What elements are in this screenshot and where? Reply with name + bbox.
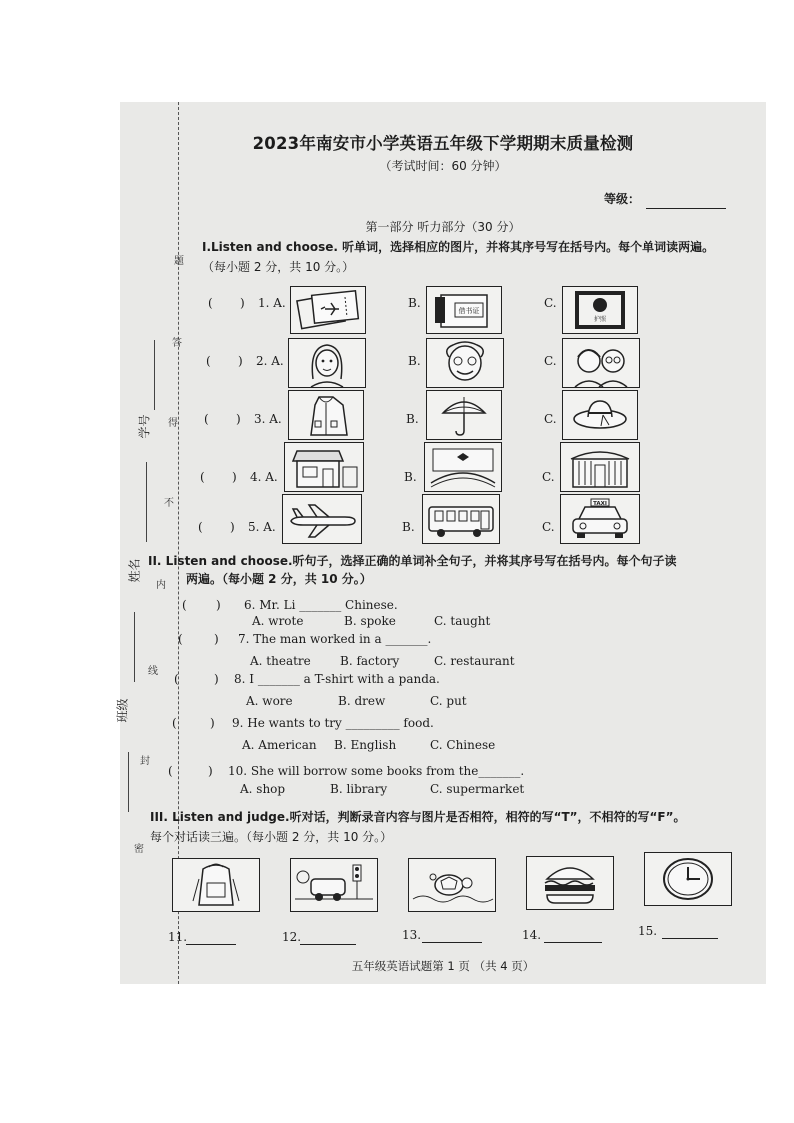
section3-heading: III. Listen and judge.听对话，判断录音内容与图片是否相符，相符的写“T”，不相符的写“F”。 <box>150 810 686 824</box>
answer-blank[interactable] <box>422 942 482 943</box>
exam-paper <box>115 102 766 984</box>
bridge-icon <box>424 442 502 492</box>
option-a: A. wrote <box>252 614 304 628</box>
option-a: A. wore <box>246 694 293 708</box>
option-c: C. taught <box>434 614 491 628</box>
answer-paren[interactable]: ( <box>168 764 173 778</box>
option-b-label: B. <box>404 470 417 484</box>
option-b-label: B. <box>402 520 415 534</box>
exam-time: （考试时间：60 分钟） <box>379 159 507 173</box>
answer-paren[interactable]: ( <box>204 412 209 426</box>
answer-label: 14. <box>522 928 542 942</box>
passport-icon <box>562 286 638 334</box>
answer-paren[interactable]: ( <box>172 716 177 730</box>
answer-paren[interactable]: ) <box>214 632 219 646</box>
answer-paren[interactable]: ( <box>178 632 183 646</box>
section1-heading-2: （每小题 2 分，共 10 分。） <box>202 260 355 274</box>
margin-char: 封 <box>140 756 150 767</box>
option-c-label: C. <box>544 296 557 310</box>
name-label: 姓名 <box>127 558 142 583</box>
option-a: A. American <box>242 738 317 752</box>
question-text: 8. I _______ a T-shirt with a panda. <box>234 672 440 686</box>
section3-heading-2: 每个对话读三遍。（每小题 2 分，共 10 分。） <box>150 830 393 844</box>
question-text: 7. The man worked in a _______. <box>238 632 432 646</box>
margin-char: 线 <box>148 666 158 677</box>
answer-blank[interactable] <box>662 938 718 939</box>
option-b: B. spoke <box>344 614 396 628</box>
option-b-label: B. <box>406 412 419 426</box>
margin-char: 密 <box>134 844 144 855</box>
class-label: 班级 <box>115 698 130 723</box>
question-num: 3. A. <box>254 412 282 426</box>
answer-paren[interactable]: ) <box>230 520 235 534</box>
bus-icon <box>422 494 500 544</box>
option-b: B. factory <box>340 654 400 668</box>
answer-paren[interactable]: ) <box>232 470 237 484</box>
option-b: B. drew <box>338 694 386 708</box>
class-line <box>134 612 135 682</box>
answer-paren[interactable]: ( <box>198 520 203 534</box>
airplane-icon <box>282 494 362 544</box>
name-line <box>146 462 147 542</box>
grandpa-icon <box>426 338 504 388</box>
question-text: 9. He wants to try _________ food. <box>232 716 434 730</box>
answer-paren[interactable]: ) <box>208 764 213 778</box>
question-num: 2. A. <box>256 354 284 368</box>
answer-blank[interactable] <box>300 944 356 945</box>
margin-char: 题 <box>174 256 184 267</box>
grandparents-icon <box>562 338 640 388</box>
answer-label: 12. <box>282 930 302 944</box>
sun-hat-icon <box>562 390 638 440</box>
question-num: 1. A. <box>258 296 286 310</box>
option-c: C. supermarket <box>430 782 525 796</box>
raincoat-icon <box>288 390 364 440</box>
traffic-icon <box>290 858 378 912</box>
answer-blank[interactable] <box>186 944 236 945</box>
umbrella-icon <box>426 390 502 440</box>
question-num: 4. A. <box>250 470 278 484</box>
answer-blank[interactable] <box>544 942 602 943</box>
shop-icon <box>284 442 364 492</box>
page-footer: 五年级英语试题第 1 页 （共 4 页） <box>351 959 535 973</box>
taxi-sign-text: TAXI <box>593 501 607 507</box>
turtle-icon <box>408 858 496 912</box>
answer-paren[interactable]: ) <box>236 412 241 426</box>
answer-label: 15. <box>638 924 658 938</box>
grade-blank[interactable] <box>646 208 726 209</box>
answer-paren[interactable]: ( <box>208 296 213 310</box>
margin-char: 内 <box>156 580 166 591</box>
section1-heading: Ⅰ.Listen and choose. 听单词，选择相应的图片，并将其序号写在括号内。每个单词读两遍。 <box>202 240 715 254</box>
margin-char: 答 <box>172 338 182 349</box>
answer-paren[interactable]: ( <box>206 354 211 368</box>
option-b: B. English <box>334 738 397 752</box>
clock-icon <box>644 852 732 906</box>
option-b-label: B. <box>408 296 421 310</box>
hamburger-icon <box>526 856 614 910</box>
grade-label: 等级： <box>604 192 641 206</box>
answer-paren[interactable]: ) <box>210 716 215 730</box>
part-one-heading: 第一部分 听力部分（30 分） <box>365 220 521 234</box>
answer-paren[interactable]: ) <box>238 354 243 368</box>
question-text: 10. She will borrow some books from the_______. <box>228 764 525 778</box>
answer-paren[interactable]: ( <box>200 470 205 484</box>
answer-paren[interactable]: ( <box>182 598 187 612</box>
answer-paren[interactable]: ) <box>214 672 219 686</box>
option-c: C. put <box>430 694 467 708</box>
option-c: C. restaurant <box>434 654 515 668</box>
margin-char: 不 <box>164 498 174 509</box>
museum-icon <box>560 442 640 492</box>
answer-label: 13. <box>402 928 422 942</box>
question-text: 6. Mr. Li _______ Chinese. <box>244 598 398 612</box>
passport-text: 护照 <box>593 316 607 323</box>
option-c-label: C. <box>544 412 557 426</box>
taxi-icon <box>560 494 640 544</box>
library-card-icon <box>426 286 502 334</box>
answer-paren[interactable]: ) <box>240 296 245 310</box>
answer-label: 11. <box>168 930 188 944</box>
option-a: A. shop <box>240 782 286 796</box>
section2-heading-2: 两遍。（每小题 2 分，共 10 分。） <box>186 572 372 586</box>
option-c-label: C. <box>542 520 555 534</box>
exam-title: 2023年南安市小学英语五年级下学期期末质量检测 <box>252 134 634 153</box>
margin-line <box>128 752 129 812</box>
option-b-label: B. <box>408 354 421 368</box>
student-id-label: 学号 <box>137 414 152 439</box>
student-id-line <box>154 340 155 410</box>
option-b: B. library <box>330 782 388 796</box>
question-num: 5. A. <box>248 520 276 534</box>
margin-char: 得 <box>168 418 178 429</box>
option-c-label: C. <box>542 470 555 484</box>
woman-icon <box>288 338 366 388</box>
option-c-label: C. <box>544 354 557 368</box>
section2-heading: II. Listen and choose.听句子，选择正确的单词补全句子，并将其序号写在括号内。每个句子读 <box>148 554 677 568</box>
answer-paren[interactable]: ) <box>216 598 221 612</box>
library-card-text: 借书证 <box>458 307 480 315</box>
option-c: C. Chinese <box>430 738 496 752</box>
option-a: A. theatre <box>250 654 311 668</box>
ticket-icon <box>290 286 366 334</box>
backpack-icon <box>172 858 260 912</box>
answer-paren[interactable]: ( <box>174 672 179 686</box>
